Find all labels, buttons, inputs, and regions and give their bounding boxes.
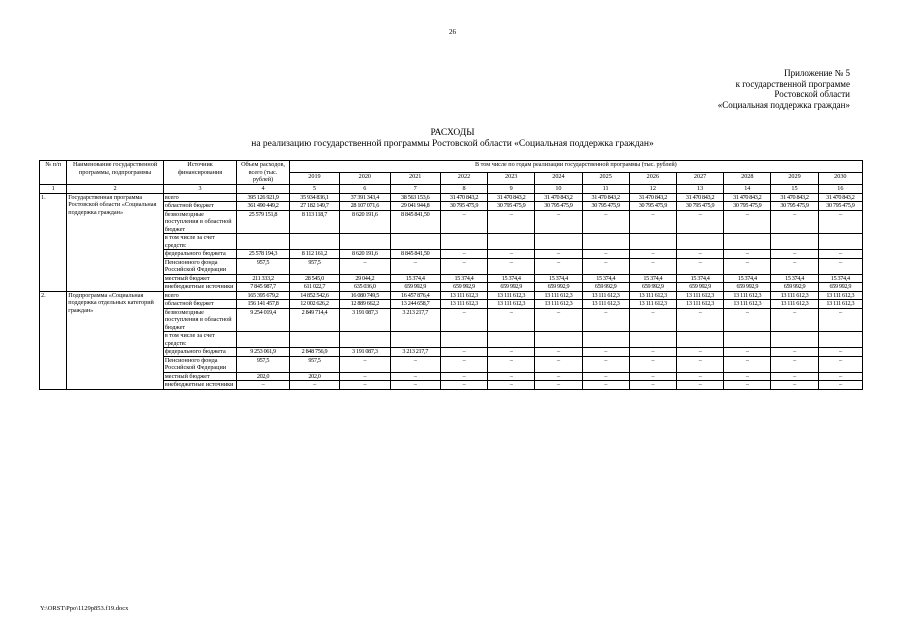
header-volume: Объем расходов, всего (тыс. рублей) [237, 161, 289, 185]
year-value [724, 332, 771, 348]
year-value: 15 374,4 [390, 274, 440, 283]
header-years-group: В том числе по годам реализации государственной программы (тыс. рублей) [289, 161, 862, 173]
year-value: 659 992,9 [818, 283, 862, 292]
column-number: 15 [771, 184, 818, 193]
year-value: – [440, 308, 487, 332]
year-value: – [629, 356, 676, 372]
year-value: – [488, 308, 535, 332]
year-value: – [488, 356, 535, 372]
funding-source: областной бюджет [163, 202, 236, 211]
section-number: 2. [40, 291, 67, 389]
header-name: Наименование государственной программы, подпрограммы [67, 161, 164, 185]
column-number: 14 [724, 184, 771, 193]
funding-source: безвозмездные поступления в областной бюджет [163, 308, 236, 332]
year-value: – [390, 381, 440, 390]
expenses-table-wrap [39, 160, 863, 390]
year-value: 13 111 612,3 [440, 291, 487, 300]
year-value: 15 374,4 [582, 274, 629, 283]
year-value: – [440, 258, 487, 274]
year-value: – [818, 250, 862, 259]
year-value: 13 111 612,3 [818, 300, 862, 309]
column-number: 1 [40, 184, 67, 193]
year-value [488, 332, 535, 348]
year-value: 659 992,9 [440, 283, 487, 292]
funding-source: внебюджетные источники [163, 283, 236, 292]
year-value: – [582, 348, 629, 357]
table-row [40, 258, 863, 274]
year-value: 15 374,4 [488, 274, 535, 283]
year-value: – [771, 258, 818, 274]
table-row [40, 250, 863, 259]
year-value: 659 992,9 [629, 283, 676, 292]
year-value: – [582, 258, 629, 274]
appendix-line-1: Приложение № 5 [784, 68, 850, 78]
year-value: 659 992,9 [390, 283, 440, 292]
year-value: 957,5 [289, 258, 339, 274]
year-value: 30 795 475,9 [724, 202, 771, 211]
year-value: 15 374,4 [724, 274, 771, 283]
year-value: – [724, 308, 771, 332]
year-value: 611 022,7 [289, 283, 339, 292]
year-value: – [440, 348, 487, 357]
table-row [40, 274, 863, 283]
header-year: 2028 [724, 172, 771, 184]
year-value: – [488, 348, 535, 357]
year-value: 31 470 843,2 [676, 193, 723, 202]
year-value: – [724, 372, 771, 381]
year-value [724, 234, 771, 250]
year-value: 8 620 191,6 [340, 210, 390, 234]
total-volume: 202,0 [237, 372, 289, 381]
year-value [629, 332, 676, 348]
year-value: – [340, 258, 390, 274]
year-value: – [724, 210, 771, 234]
year-value: – [724, 356, 771, 372]
year-value: – [676, 308, 723, 332]
appendix-line-3: Ростовской области [774, 89, 850, 99]
header-year: 2026 [629, 172, 676, 184]
file-path-footer: Y:\ORST\Ppo\1129p853.f19.docx [40, 605, 129, 612]
year-value: 30 795 475,9 [582, 202, 629, 211]
year-value: 659 992,9 [535, 283, 582, 292]
year-value: 38 563 153,6 [390, 193, 440, 202]
year-value: 3 213 217,7 [390, 348, 440, 357]
year-value: 8 845 841,50 [390, 210, 440, 234]
year-value [390, 332, 440, 348]
year-value: – [582, 381, 629, 390]
year-value: 202,0 [289, 372, 339, 381]
section-name: Государственная программа Ростовской области «Социальная поддержка граждан» [67, 193, 164, 291]
title-line-1: РАСХОДЫ [430, 128, 475, 138]
year-value: – [488, 372, 535, 381]
year-value: – [818, 308, 862, 332]
year-value: 3 213 217,7 [390, 308, 440, 332]
year-value: – [535, 372, 582, 381]
year-value: 15 374,4 [818, 274, 862, 283]
year-value: – [440, 210, 487, 234]
year-value: 8 845 841,50 [390, 250, 440, 259]
funding-source: внебюджетные источники [163, 381, 236, 390]
table-row [40, 332, 863, 348]
year-value: 8 620 191,6 [340, 250, 390, 259]
year-value: 30 795 475,9 [676, 202, 723, 211]
year-value: – [440, 372, 487, 381]
header-year: 2022 [440, 172, 487, 184]
year-value: 659 992,9 [488, 283, 535, 292]
year-value: – [629, 348, 676, 357]
year-value: 30 795 475,9 [535, 202, 582, 211]
year-value: – [771, 210, 818, 234]
year-value: – [676, 258, 723, 274]
year-value [289, 234, 339, 250]
column-number: 7 [390, 184, 440, 193]
year-value: 13 111 612,3 [582, 291, 629, 300]
year-value: – [676, 356, 723, 372]
appendix-line-4: «Социальная поддержка граждан» [717, 99, 850, 110]
year-value: – [390, 258, 440, 274]
year-value: 37 391 343,4 [340, 193, 390, 202]
year-value [771, 234, 818, 250]
table-row [40, 348, 863, 357]
year-value: – [488, 210, 535, 234]
year-value: 13 111 612,3 [676, 291, 723, 300]
year-value: – [535, 356, 582, 372]
total-volume: 7 845 987,7 [237, 283, 289, 292]
year-value: – [340, 372, 390, 381]
year-value: – [676, 348, 723, 357]
year-value: 28 107 071,6 [340, 202, 390, 211]
year-value: 13 111 612,3 [488, 291, 535, 300]
year-value: – [771, 250, 818, 259]
year-value: – [629, 372, 676, 381]
table-row [40, 193, 863, 202]
funding-source: всего [163, 291, 236, 300]
header-year: 2020 [340, 172, 390, 184]
total-volume: 165 395 679,2 [237, 291, 289, 300]
year-value: – [440, 381, 487, 390]
table-row [40, 283, 863, 292]
table-row [40, 234, 863, 250]
header-year: 2024 [535, 172, 582, 184]
total-volume: 957,5 [237, 356, 289, 372]
funding-source: местный бюджет [163, 372, 236, 381]
year-value: – [488, 381, 535, 390]
column-number: 4 [237, 184, 289, 193]
year-value: – [818, 372, 862, 381]
funding-source: Пенсионного фонда Российской Федерации [163, 258, 236, 274]
year-value: – [390, 372, 440, 381]
year-value: 31 470 843,2 [488, 193, 535, 202]
year-value: – [535, 250, 582, 259]
year-value: – [629, 210, 676, 234]
year-value [818, 332, 862, 348]
page-number: 26 [449, 28, 456, 36]
year-value: – [818, 210, 862, 234]
table-row [40, 291, 863, 300]
year-value: 13 111 612,3 [440, 300, 487, 309]
header-year: 2027 [676, 172, 723, 184]
total-volume [237, 234, 289, 250]
year-value: – [818, 258, 862, 274]
year-value: – [535, 308, 582, 332]
document-title [0, 128, 905, 150]
section-name: Подпрограмма «Социальная поддержка отдельных категорий граждан» [67, 291, 164, 389]
year-value: 35 934 836,1 [289, 193, 339, 202]
column-number: 11 [582, 184, 629, 193]
year-value: 13 111 612,3 [724, 291, 771, 300]
column-number: 9 [488, 184, 535, 193]
year-value [340, 332, 390, 348]
total-volume: 957,5 [237, 258, 289, 274]
year-value [629, 234, 676, 250]
year-value: 13 111 612,3 [629, 291, 676, 300]
year-value: 13 111 612,3 [535, 300, 582, 309]
total-volume: 25 578 194,3 [237, 250, 289, 259]
year-value: – [340, 381, 390, 390]
column-number: 12 [629, 184, 676, 193]
year-value: – [629, 381, 676, 390]
year-value [440, 234, 487, 250]
funding-source: в том числе за счет средств: [163, 332, 236, 348]
year-value: – [629, 308, 676, 332]
funding-source: Пенсионного фонда Российской Федерации [163, 356, 236, 372]
year-value: – [582, 210, 629, 234]
year-value: – [724, 250, 771, 259]
year-value: 27 182 149,7 [289, 202, 339, 211]
year-value: – [771, 381, 818, 390]
year-value: 16 080 749,5 [340, 291, 390, 300]
year-value: 31 470 843,2 [771, 193, 818, 202]
table-row [40, 210, 863, 234]
year-value: – [440, 356, 487, 372]
year-value: 13 111 612,3 [771, 300, 818, 309]
table-row [40, 202, 863, 211]
year-value: – [771, 308, 818, 332]
year-value: – [582, 356, 629, 372]
year-value: – [724, 381, 771, 390]
year-value [390, 234, 440, 250]
year-value: 30 795 475,9 [488, 202, 535, 211]
column-number: 13 [676, 184, 723, 193]
year-value: 29 041 944,8 [390, 202, 440, 211]
year-value [771, 332, 818, 348]
year-value: – [582, 308, 629, 332]
header-year: 2023 [488, 172, 535, 184]
total-volume: 211 333,2 [237, 274, 289, 283]
total-volume: 25 579 151,8 [237, 210, 289, 234]
year-value: 15 374,4 [629, 274, 676, 283]
funding-source: федерального бюджета [163, 250, 236, 259]
table-row [40, 300, 863, 309]
table-row [40, 356, 863, 372]
year-value: 30 795 475,9 [771, 202, 818, 211]
year-value: 957,5 [289, 356, 339, 372]
year-value: – [818, 381, 862, 390]
year-value: 29 044,2 [340, 274, 390, 283]
header-source: Источник финансирования [163, 161, 236, 185]
year-value [676, 332, 723, 348]
appendix-note [650, 68, 850, 110]
total-volume [237, 332, 289, 348]
year-value: – [818, 348, 862, 357]
year-value: – [535, 210, 582, 234]
year-value: – [771, 356, 818, 372]
year-value: 2 848 756,9 [289, 348, 339, 357]
total-volume: 156 141 457,8 [237, 300, 289, 309]
year-value: 30 795 475,9 [629, 202, 676, 211]
column-number: 5 [289, 184, 339, 193]
year-value: 12 002 626,2 [289, 300, 339, 309]
total-volume: 9 254 019,4 [237, 308, 289, 332]
year-value: – [488, 258, 535, 274]
year-value: 659 992,9 [724, 283, 771, 292]
year-value: 13 111 612,3 [488, 300, 535, 309]
year-value: – [535, 381, 582, 390]
funding-source: безвозмездные поступления в областной бюджет [163, 210, 236, 234]
funding-source: областной бюджет [163, 300, 236, 309]
total-volume: 395 126 921,9 [237, 193, 289, 202]
table-row [40, 381, 863, 390]
year-value: 3 191 087,3 [340, 308, 390, 332]
year-value: – [771, 372, 818, 381]
header-year: 2019 [289, 172, 339, 184]
year-value: 30 795 475,9 [818, 202, 862, 211]
year-value: – [676, 381, 723, 390]
year-value: 15 374,4 [535, 274, 582, 283]
year-value: – [629, 250, 676, 259]
year-value [582, 234, 629, 250]
year-value: 13 111 612,3 [676, 300, 723, 309]
year-value: – [676, 372, 723, 381]
year-value: – [340, 356, 390, 372]
year-value: – [724, 348, 771, 357]
year-value: 13 111 612,3 [818, 291, 862, 300]
header-year: 2025 [582, 172, 629, 184]
funding-source: в том числе за счет средств: [163, 234, 236, 250]
year-value: 16 457 876,4 [390, 291, 440, 300]
year-value: 659 992,9 [771, 283, 818, 292]
year-value: 31 470 843,2 [535, 193, 582, 202]
expenses-table [39, 160, 863, 390]
year-value [818, 234, 862, 250]
year-value [488, 234, 535, 250]
year-value: 13 111 612,3 [582, 300, 629, 309]
year-value: 15 374,4 [676, 274, 723, 283]
year-value: 14 852 542,6 [289, 291, 339, 300]
year-value [676, 234, 723, 250]
year-value: – [724, 258, 771, 274]
header-year: 2029 [771, 172, 818, 184]
table-row [40, 308, 863, 332]
year-value: 31 470 843,2 [629, 193, 676, 202]
header-year: 2030 [818, 172, 862, 184]
year-value: 13 244 658,7 [390, 300, 440, 309]
year-value: 8 112 161,2 [289, 250, 339, 259]
funding-source: местный бюджет [163, 274, 236, 283]
column-number: 2 [67, 184, 164, 193]
funding-source: федерального бюджета [163, 348, 236, 357]
column-number: 8 [440, 184, 487, 193]
year-value: – [818, 356, 862, 372]
section-number: 1. [40, 193, 67, 291]
year-value: – [582, 372, 629, 381]
year-value: – [488, 250, 535, 259]
total-volume: – [237, 381, 289, 390]
year-value: 31 470 843,2 [440, 193, 487, 202]
year-value: – [535, 258, 582, 274]
year-value: – [390, 356, 440, 372]
year-value [440, 332, 487, 348]
year-value: 659 992,9 [676, 283, 723, 292]
year-value: – [771, 348, 818, 357]
column-number: 6 [340, 184, 390, 193]
year-value: 15 374,4 [771, 274, 818, 283]
year-value [289, 332, 339, 348]
year-value: – [289, 381, 339, 390]
year-value [535, 332, 582, 348]
year-value: – [535, 348, 582, 357]
year-value: 30 795 475,9 [440, 202, 487, 211]
year-value: 13 111 612,3 [629, 300, 676, 309]
year-value: 12 889 662,2 [340, 300, 390, 309]
year-value: 8 113 118,7 [289, 210, 339, 234]
appendix-line-2: к государственной программе [735, 78, 850, 89]
year-value: – [676, 250, 723, 259]
year-value: – [676, 210, 723, 234]
title-line-2: на реализацию государственной программы Ростовской области «Социальная поддержка граждан» [251, 139, 654, 149]
total-volume: 9 253 061,9 [237, 348, 289, 357]
year-value: 15 374,4 [440, 274, 487, 283]
year-value: – [629, 258, 676, 274]
year-value: 13 111 612,3 [771, 291, 818, 300]
year-value: 635 036,0 [340, 283, 390, 292]
year-value: 13 111 612,3 [535, 291, 582, 300]
year-value: 31 470 843,2 [818, 193, 862, 202]
header-year: 2021 [390, 172, 440, 184]
column-number: 16 [818, 184, 862, 193]
year-value: 28 545,0 [289, 274, 339, 283]
funding-source: всего [163, 193, 236, 202]
year-value: 659 992,9 [582, 283, 629, 292]
column-number: 10 [535, 184, 582, 193]
year-value: 31 470 843,2 [582, 193, 629, 202]
table-row [40, 372, 863, 381]
year-value: 2 849 714,4 [289, 308, 339, 332]
year-value: 31 470 843,2 [724, 193, 771, 202]
year-value: 13 111 612,3 [724, 300, 771, 309]
header-num: № п/п [40, 161, 67, 185]
year-value: 3 191 087,3 [340, 348, 390, 357]
year-value [582, 332, 629, 348]
year-value: – [440, 250, 487, 259]
column-number: 3 [163, 184, 236, 193]
year-value: – [582, 250, 629, 259]
year-value [535, 234, 582, 250]
year-value [340, 234, 390, 250]
total-volume: 361 490 449,2 [237, 202, 289, 211]
